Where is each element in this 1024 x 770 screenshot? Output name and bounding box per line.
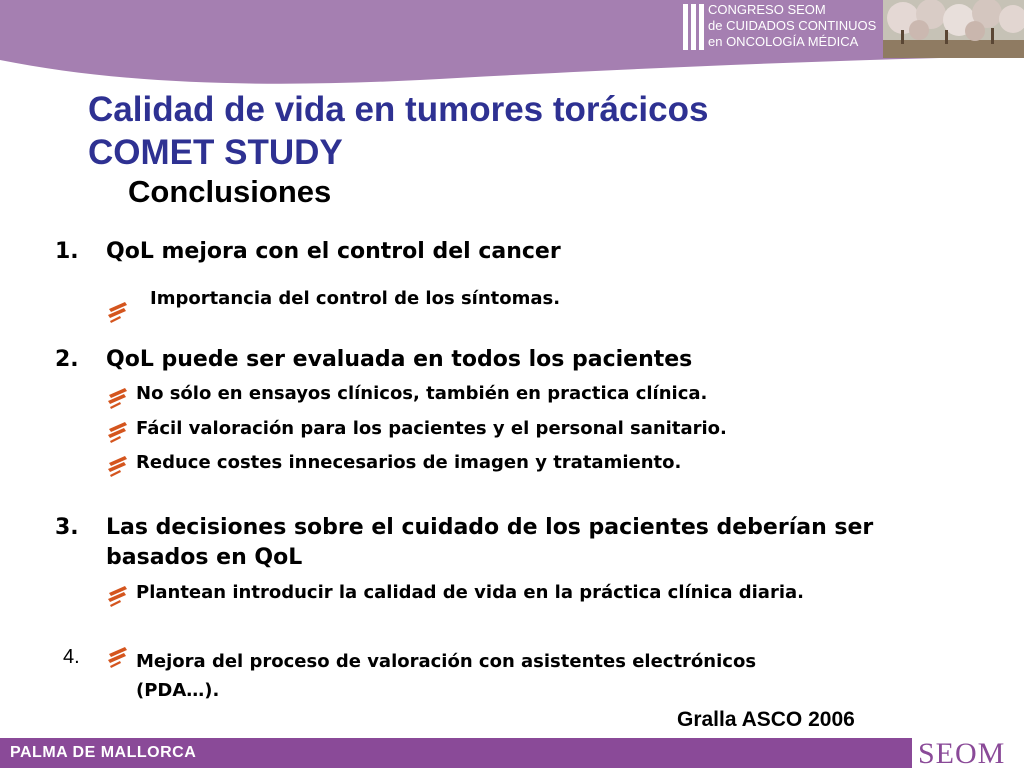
seom-logo <box>912 738 1024 768</box>
item-4-subitem-line-2: (PDA…). <box>136 680 220 701</box>
orange-feather-bullet-icon <box>105 452 131 478</box>
item-4-subitem-line-1: Mejora del proceso de valoración con asistentes electrónicos <box>136 651 757 672</box>
item-2-subitem-3: Reduce costes innecesarios de imagen y tratamiento. <box>136 452 682 473</box>
almond-blossom-trees-photo <box>883 0 1024 58</box>
study-reference: Gralla ASCO 2006 <box>677 708 855 731</box>
orange-feather-bullet-icon <box>105 298 131 324</box>
section-subtitle: Conclusiones <box>128 174 332 209</box>
seom-logo-text: SEOM <box>918 737 1006 770</box>
logo-line-1: CONGRESO SEOM <box>708 2 826 17</box>
item-3-text-line-1: Las decisiones sobre el cuidado de los pacientes deberían ser <box>106 515 874 540</box>
congress-logo <box>683 0 883 56</box>
vertical-bars-logo-icon <box>683 4 709 50</box>
item-1-number: 1. <box>55 239 79 264</box>
title-line-2: COMET STUDY <box>88 133 343 172</box>
item-3-text-line-2: basados en QoL <box>106 545 303 570</box>
title-line-1: Calidad de vida en tumores torácicos <box>88 90 709 129</box>
orange-feather-bullet-icon <box>105 643 131 669</box>
item-1-text: QoL mejora con el control del cancer <box>106 239 561 264</box>
logo-line-2: de CUIDADOS CONTINUOS <box>708 18 877 33</box>
item-2-number: 2. <box>55 347 79 372</box>
orange-feather-bullet-icon <box>105 418 131 444</box>
item-2-subitem-2: Fácil valoración para los pacientes y el personal sanitario. <box>136 418 727 439</box>
footer-band <box>0 738 1024 768</box>
item-2-text: QoL puede ser evaluada en todos los pacientes <box>106 347 693 372</box>
logo-line-3: en ONCOLOGÍA MÉDICA <box>708 34 859 49</box>
item-4-number: 4. <box>63 646 80 668</box>
item-3-number: 3. <box>55 515 79 540</box>
orange-feather-bullet-icon <box>105 384 131 410</box>
page-title <box>88 88 708 174</box>
footer-city: PALMA DE MALLORCA <box>10 744 197 761</box>
orange-feather-bullet-icon <box>105 582 131 608</box>
item-1-subitem-1: Importancia del control de los síntomas. <box>150 288 561 309</box>
item-3-subitem-1: Plantean introducir la calidad de vida en la práctica clínica diaria. <box>136 582 804 603</box>
item-2-subitem-1: No sólo en ensayos clínicos, también en practica clínica. <box>136 383 708 404</box>
